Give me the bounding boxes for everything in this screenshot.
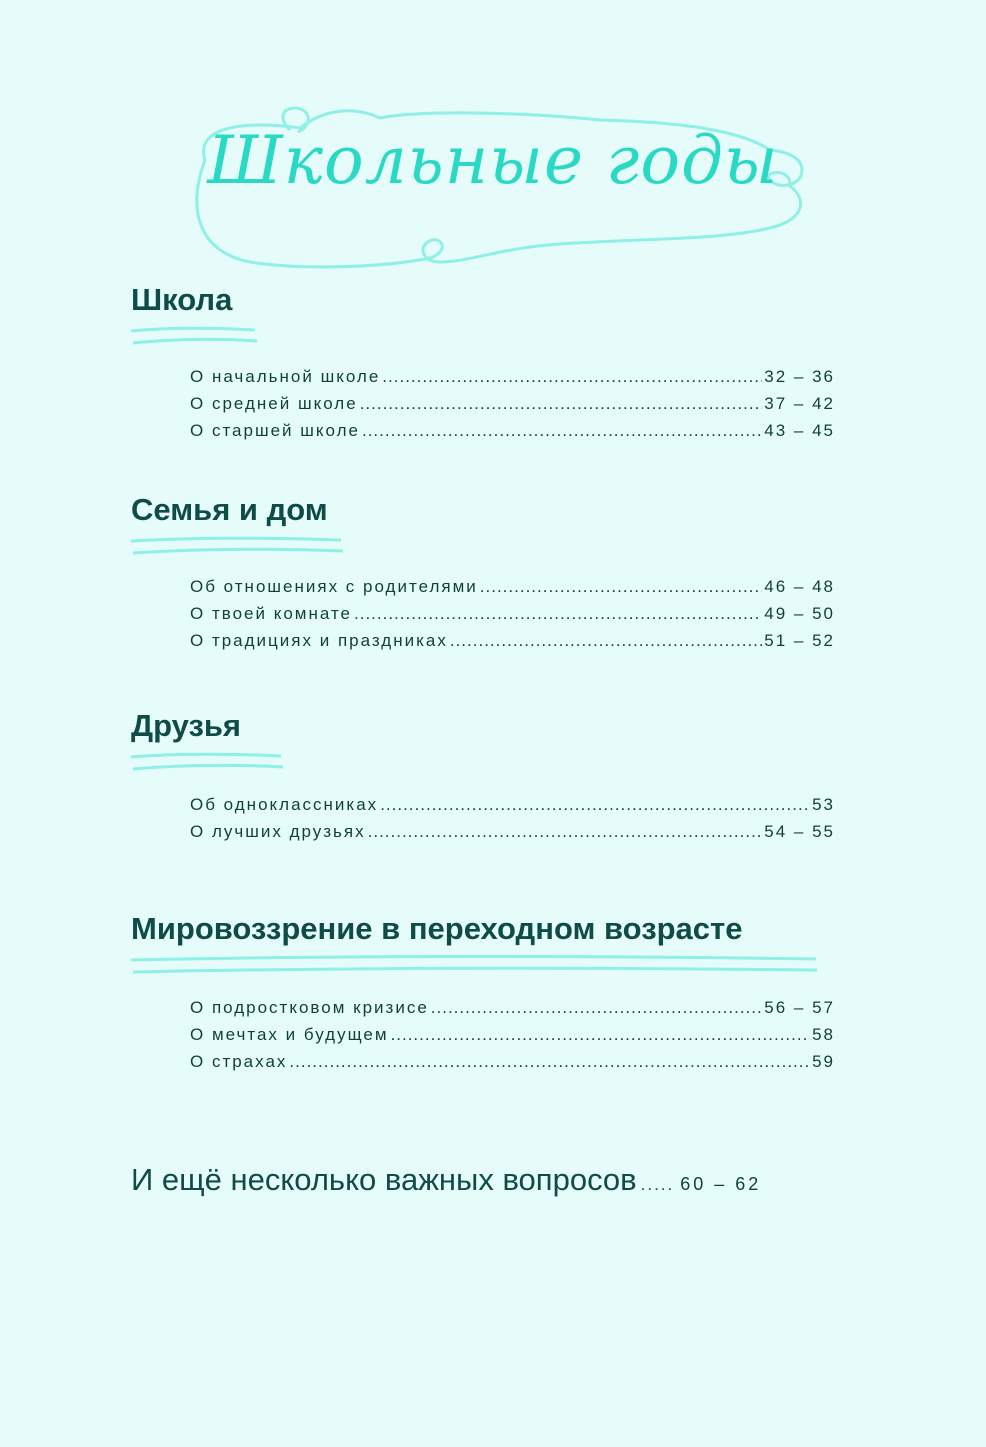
section-friends bbox=[131, 710, 286, 775]
section-worldview bbox=[131, 913, 821, 978]
dot-leader: ..... bbox=[640, 1175, 675, 1194]
entry-label: И ещё несколько важных вопросов bbox=[131, 1162, 637, 1197]
dot-leader bbox=[382, 363, 762, 390]
toc-entry[interactable] bbox=[190, 390, 835, 417]
entry-label: О страхах bbox=[190, 1052, 288, 1071]
section-heading: Школа bbox=[131, 282, 233, 317]
entry-pages: 56 – 57 bbox=[764, 998, 835, 1017]
section-school bbox=[131, 284, 261, 349]
section-heading: Мировоззрение в переходном возрасте bbox=[131, 911, 743, 946]
entry-pages: 58 bbox=[812, 1025, 835, 1044]
entry-label: О традициях и праздниках bbox=[190, 631, 448, 650]
entry-pages: 53 bbox=[812, 795, 835, 814]
entry-pages: 46 – 48 bbox=[764, 577, 835, 596]
entry-label: О средней школе bbox=[190, 394, 358, 413]
toc-entry[interactable] bbox=[190, 417, 835, 444]
dot-leader bbox=[480, 573, 762, 600]
entry-label: О мечтах и будущем bbox=[190, 1025, 389, 1044]
dot-leader bbox=[362, 417, 762, 444]
toc-entry[interactable] bbox=[190, 791, 835, 818]
heading-underline bbox=[131, 533, 346, 559]
dot-leader bbox=[368, 818, 763, 845]
entry-pages: 59 bbox=[812, 1052, 835, 1071]
entry-pages: 43 – 45 bbox=[764, 421, 835, 440]
heading-underline bbox=[131, 749, 286, 775]
entry-label: О подростковом кризисе bbox=[190, 998, 429, 1017]
dot-leader bbox=[354, 600, 762, 627]
toc-entry[interactable] bbox=[190, 363, 835, 390]
entry-label: О лучших друзьях bbox=[190, 822, 366, 841]
entry-label: Об отношениях с родителями bbox=[190, 577, 478, 596]
toc-entry[interactable] bbox=[190, 627, 835, 654]
entry-pages: 54 – 55 bbox=[764, 822, 835, 841]
heading-underline bbox=[131, 952, 821, 978]
dot-leader bbox=[289, 1048, 810, 1075]
dot-leader bbox=[380, 791, 810, 818]
toc-entry[interactable] bbox=[190, 818, 835, 845]
entry-label: О начальной школе bbox=[190, 367, 381, 386]
entry-label: О твоей комнате bbox=[190, 604, 352, 623]
toc-entry[interactable] bbox=[190, 1021, 835, 1048]
dot-leader bbox=[431, 994, 762, 1021]
entry-pages: 32 – 36 bbox=[764, 367, 835, 386]
entry-pages: 60 – 62 bbox=[680, 1174, 762, 1194]
dot-leader bbox=[391, 1021, 811, 1048]
entry-label: Об одноклассниках bbox=[190, 795, 379, 814]
toc-entry[interactable] bbox=[190, 994, 835, 1021]
dot-leader bbox=[450, 627, 762, 654]
toc-entry-extra[interactable] bbox=[131, 1162, 761, 1198]
section-family-entries bbox=[190, 573, 835, 654]
entry-pages: 51 – 52 bbox=[764, 631, 835, 650]
entry-pages: 37 – 42 bbox=[764, 394, 835, 413]
entry-label: О старшей школе bbox=[190, 421, 360, 440]
dot-leader bbox=[360, 390, 763, 417]
section-heading: Семья и дом bbox=[131, 492, 328, 527]
section-worldview-entries bbox=[190, 994, 835, 1075]
toc-entry[interactable] bbox=[190, 573, 835, 600]
section-family bbox=[131, 494, 346, 559]
toc-entry[interactable] bbox=[190, 600, 835, 627]
section-friends-entries bbox=[190, 791, 835, 845]
section-school-entries bbox=[190, 363, 835, 444]
entry-pages: 49 – 50 bbox=[764, 604, 835, 623]
page-title: Школьные годы bbox=[207, 122, 779, 199]
section-heading: Друзья bbox=[131, 708, 241, 743]
heading-underline bbox=[131, 323, 261, 349]
toc-entry[interactable] bbox=[190, 1048, 835, 1075]
